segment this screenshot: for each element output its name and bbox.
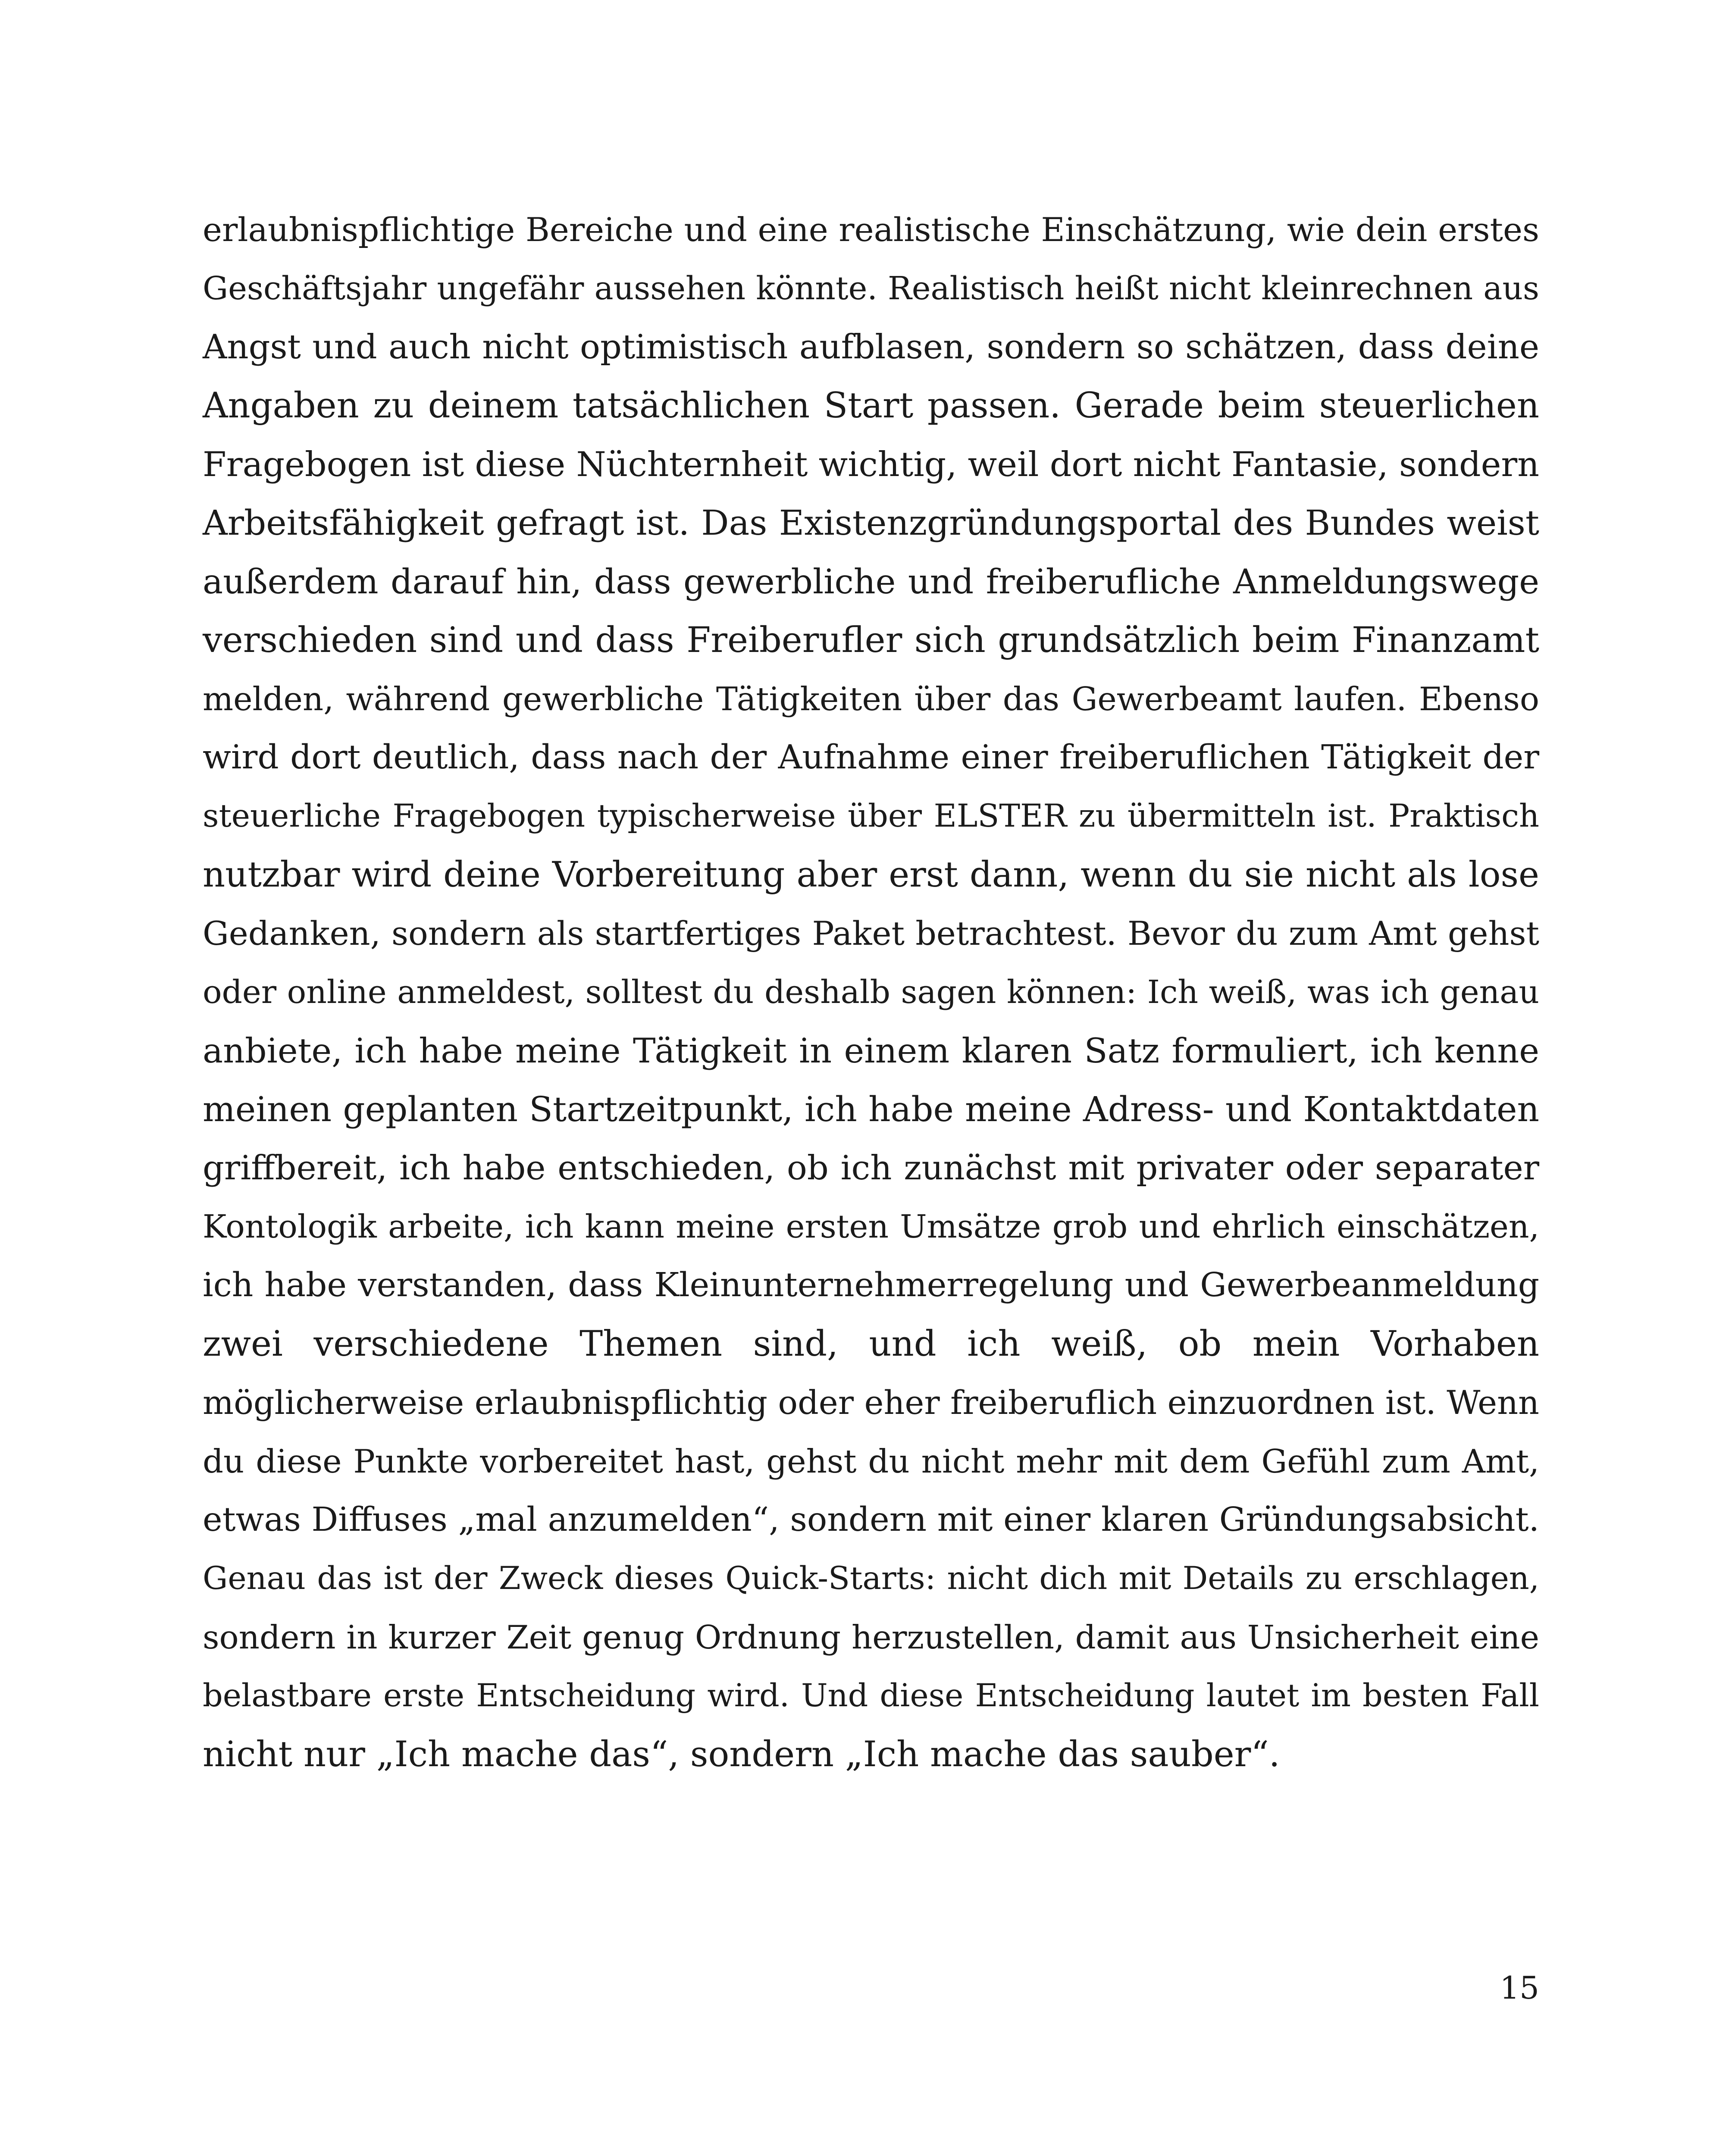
text-line: Gedanken, sondern als startfertiges Paket betrachtest. Bevor du zum Amt gehst: [203, 914, 1539, 953]
text-line: sondern in kurzer Zeit genug Ordnung herzustellen, damit aus Unsicherheit eine: [203, 1618, 1539, 1656]
text-line: wird dort deutlich, dass nach der Aufnahme einer freiberuflichen Tätigkeit der: [203, 738, 1539, 777]
text-line: außerdem darauf hin, dass gewerbliche und freiberufliche Anmeldungswege: [203, 562, 1539, 602]
text-line: steuerliche Fragebogen typischerweise über ELSTER zu übermitteln ist. Praktisch: [203, 798, 1539, 834]
text-line: du diese Punkte vorbereitet hast, gehst du nicht mehr mit dem Gefühl zum Amt,: [203, 1442, 1539, 1480]
text-line: etwas Diffuses „mal anzumelden“, sondern mit einer klaren Gründungsabsicht.: [203, 1501, 1539, 1539]
text-line: Kontologik arbeite, ich kann meine ersten Umsätze grob und ehrlich einschätzen,: [203, 1208, 1539, 1245]
text-line: erlaubnispflichtige Bereiche und eine realistische Einschätzung, wie dein erstes: [203, 210, 1539, 249]
text-line: Arbeitsfähigkeit gefragt ist. Das Existenzgründungsportal des Bundes weist: [203, 503, 1539, 543]
text-line: verschieden sind und dass Freiberufler sich grundsätzlich beim Finanzamt: [203, 620, 1539, 661]
text-line: meinen geplanten Startzeitpunkt, ich habe meine Adress- und Kontaktdaten: [203, 1089, 1539, 1129]
text-line: Angst und auch nicht optimistisch aufblasen, sondern so schätzen, dass deine: [203, 328, 1539, 367]
text-line: nutzbar wird deine Vorbereitung aber erst dann, wenn du sie nicht als lose: [203, 855, 1539, 895]
text-line: Angaben zu deinem tatsächlichen Start passen. Gerade beim steuerlichen: [203, 385, 1539, 426]
text-line: möglicherweise erlaubnispflichtig oder eher freiberuflich einzuordnen ist. Wenn: [203, 1383, 1539, 1422]
text-line: anbiete, ich habe meine Tätigkeit in einem klaren Satz formuliert, ich kenne: [203, 1031, 1539, 1071]
text-line: zwei verschiedene Themen sind, und ich weiß, ob mein Vorhaben: [203, 1324, 1539, 1364]
text-line: belastbare erste Entscheidung wird. Und diese Entscheidung lautet im besten Fall: [203, 1677, 1539, 1714]
page-number: 15: [1500, 1970, 1539, 2006]
text-line: oder online anmeldest, solltest du deshalb sagen können: Ich weiß, was ich genau: [203, 974, 1539, 1011]
text-line: Genau das ist der Zweck dieses Quick-Starts: nicht dich mit Details zu erschlagen,: [203, 1560, 1539, 1597]
text-line: ich habe verstanden, dass Kleinunternehmerregelung und Gewerbeanmeldung: [203, 1266, 1539, 1304]
text-line: Fragebogen ist diese Nüchternheit wichtig, weil dort nicht Fantasie, sondern: [203, 445, 1539, 484]
body-paragraph: [203, 201, 1539, 1784]
text-line-last: nicht nur „Ich mache das“, sondern „Ich mache das sauber“.: [203, 1734, 1280, 1775]
text-line: melden, während gewerbliche Tätigkeiten über das Gewerbeamt laufen. Ebenso: [203, 680, 1539, 718]
text-line: griffbereit, ich habe entschieden, ob ich zunächst mit privater oder separater: [203, 1149, 1539, 1188]
text-line: Geschäftsjahr ungefähr aussehen könnte. Realistisch heißt nicht kleinrechnen aus: [203, 270, 1539, 307]
